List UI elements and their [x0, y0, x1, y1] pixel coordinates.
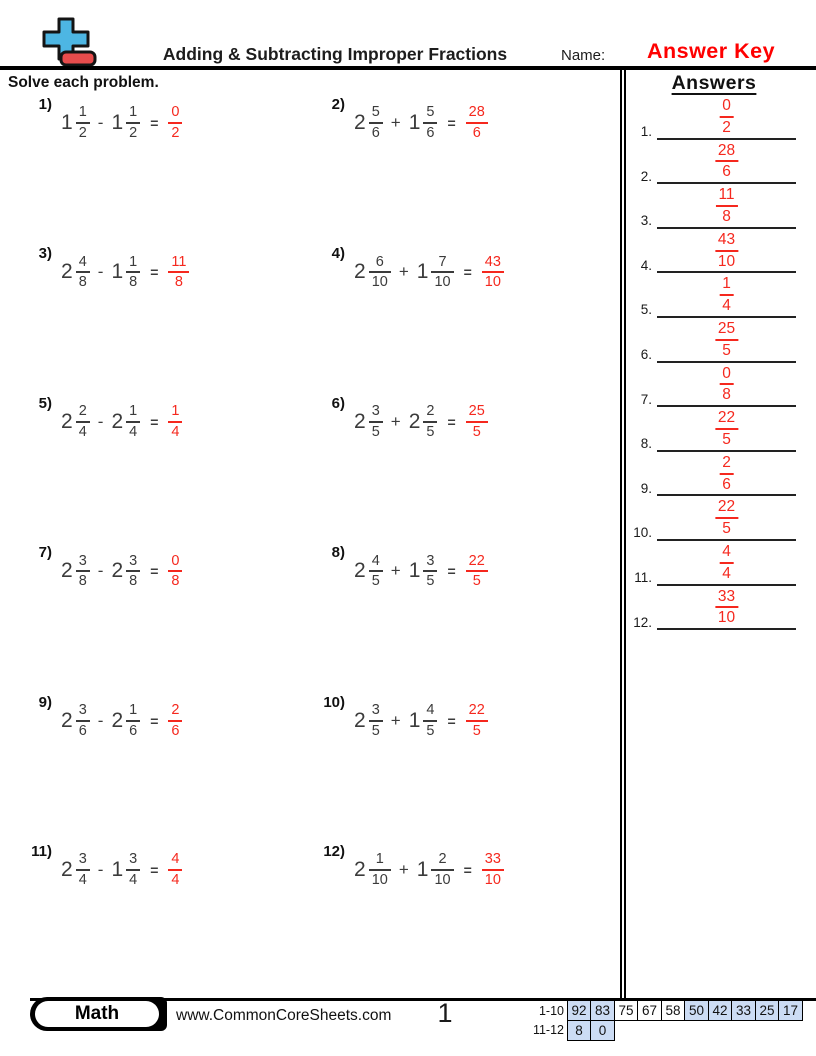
problem-number: 1): [38, 96, 52, 113]
fraction-1-numerator: 3: [369, 403, 383, 423]
answer-denominator: 8: [171, 573, 180, 590]
fraction-2-denominator: 5: [426, 573, 435, 590]
fraction-2-numerator: 7: [431, 254, 453, 274]
fraction-2-denominator: 6: [426, 125, 435, 141]
operator: -: [97, 561, 104, 581]
fraction-2-numerator: 2: [423, 403, 437, 423]
problem: [24, 396, 317, 448]
plus-minus-logo: [38, 16, 98, 68]
answer-fraction: [168, 851, 182, 888]
answer-blank-line: [657, 494, 796, 541]
problem-number: 8): [331, 544, 345, 562]
answer-row-number: 7.: [640, 391, 652, 407]
fraction-1-denominator: 5: [371, 573, 380, 590]
score-cell: 92: [567, 1000, 592, 1021]
fraction-2-denominator: 5: [426, 423, 435, 440]
score-cell: 33: [731, 1000, 756, 1021]
fraction-1-numerator: 3: [369, 702, 383, 722]
fraction-2-numerator: 3: [126, 851, 140, 871]
score-table: [522, 1000, 803, 1041]
fraction-2-numerator: 5: [423, 104, 437, 124]
fraction-1: [76, 104, 90, 141]
problem: [317, 545, 616, 597]
fraction-2-numerator: 3: [423, 553, 437, 573]
answer-row-number: 1.: [640, 124, 652, 140]
answer-key-numerator: 0: [719, 365, 734, 386]
website-text: www.CommonCoreSheets.com: [176, 1007, 392, 1024]
fraction-2-denominator: 8: [129, 573, 138, 590]
answer-key-denominator: 2: [722, 118, 731, 136]
answer-key-denominator: 5: [722, 520, 731, 538]
answer-key-numerator: 0: [719, 97, 734, 118]
answer-key-fraction: [715, 142, 738, 182]
answer-row-number: 3.: [640, 213, 652, 229]
fraction-2: [431, 254, 453, 291]
answer-denominator: 4: [171, 423, 180, 440]
answer-key-numerator: 43: [715, 231, 738, 252]
answer-numerator: 2: [168, 702, 182, 722]
fraction-1: [76, 702, 90, 739]
fraction-1-numerator: 3: [76, 851, 90, 871]
score-cell: 0: [590, 1020, 615, 1041]
whole-number-2: 1: [111, 111, 124, 134]
fraction-2: [126, 104, 140, 141]
answer-row: [630, 184, 796, 229]
fraction-1: [369, 702, 383, 739]
equals-sign: =: [463, 861, 472, 878]
whole-number-1: 2: [61, 708, 73, 732]
fraction-1-numerator: 1: [369, 851, 391, 871]
equals-sign: =: [150, 413, 159, 430]
fraction-2-numerator: 2: [431, 851, 453, 871]
problem: [24, 545, 317, 597]
whole-number-2: 2: [111, 409, 124, 433]
fraction-2: [431, 851, 453, 888]
fraction-1-denominator: 10: [371, 871, 388, 888]
score-cell: 75: [614, 1000, 639, 1021]
score-row-1: [522, 1000, 803, 1021]
fraction-1: [369, 403, 383, 440]
answer-numerator: 4: [168, 851, 182, 871]
answer-row-number: 5.: [640, 302, 652, 318]
answer-blank-line: [657, 450, 796, 497]
problem-number: 7): [38, 544, 52, 562]
fraction-1-numerator: 4: [76, 254, 90, 274]
answer-blank-line: [657, 584, 796, 631]
problems-grid: [24, 97, 616, 993]
answer-key-fraction: [715, 320, 738, 360]
fraction-2-denominator: 4: [129, 871, 138, 888]
fraction-2-denominator: 10: [434, 871, 451, 888]
answer-row: [630, 452, 796, 497]
answer-numerator: 22: [466, 553, 488, 573]
answer-key-fraction: [715, 231, 738, 271]
problem: [317, 396, 616, 448]
equals-sign: =: [150, 264, 159, 281]
answer-fraction: [466, 702, 488, 739]
answer-key-numerator: 28: [715, 142, 738, 163]
fraction-1-denominator: 5: [371, 722, 380, 739]
fraction-1-numerator: 4: [369, 553, 383, 573]
fraction-2: [423, 702, 437, 739]
answer-denominator: 8: [174, 274, 183, 291]
answer-numerator: 0: [168, 553, 182, 573]
operator: +: [390, 561, 401, 581]
whole-number-2: 1: [111, 260, 124, 284]
whole-number-1: 2: [61, 559, 73, 583]
fraction-2: [126, 851, 140, 888]
answers-column-divider: [620, 70, 626, 999]
whole-number-1: 2: [354, 857, 366, 881]
score-cell: 25: [755, 1000, 780, 1021]
operator: -: [97, 859, 104, 879]
equals-sign: =: [150, 563, 159, 580]
fraction-1-denominator: 6: [371, 125, 380, 141]
answer-row-number: 12.: [633, 614, 652, 630]
operator: -: [97, 411, 104, 431]
answer-blank-line: [657, 271, 796, 318]
answer-key-fraction: [719, 275, 734, 315]
answer-blank-line: [657, 316, 796, 363]
whole-number-2: 1: [408, 111, 421, 134]
name-label: Name:: [561, 47, 606, 64]
fraction-2-numerator: 3: [126, 553, 140, 573]
operator: -: [97, 710, 104, 730]
problem-number: 9): [38, 693, 52, 711]
problem: [317, 844, 616, 896]
problem: [24, 97, 317, 149]
answer-denominator: 10: [484, 274, 501, 291]
fraction-2: [423, 104, 437, 141]
fraction-1-denominator: 6: [78, 722, 87, 739]
fraction-1-numerator: 6: [369, 254, 391, 274]
subject-badge: [30, 997, 167, 1031]
answer-key-numerator: 33: [715, 588, 738, 609]
answer-row-number: 8.: [640, 436, 652, 452]
answers-heading: Answers: [671, 72, 757, 94]
answer-key-numerator: 1: [719, 275, 734, 296]
whole-number-1: 2: [354, 708, 366, 732]
fraction-2-denominator: 5: [426, 722, 435, 739]
subject-badge-label: Math: [35, 1001, 159, 1027]
answer-denominator: 6: [472, 125, 481, 141]
answer-row-number: 2.: [640, 168, 652, 184]
answer-fraction: [466, 553, 488, 590]
problem-number: 5): [38, 394, 52, 412]
fraction-2-denominator: 4: [129, 423, 138, 440]
whole-number-2: 2: [408, 409, 421, 433]
answer-row: [630, 95, 796, 140]
fraction-1-numerator: 3: [76, 553, 90, 573]
answer-blank-line: [657, 361, 796, 408]
fraction-2: [126, 702, 140, 739]
operator: +: [390, 710, 401, 730]
fraction-2: [126, 254, 140, 291]
equals-sign: =: [150, 115, 159, 131]
answer-denominator: 4: [171, 871, 180, 888]
instruction-text: Solve each problem.: [8, 74, 159, 91]
equals-sign: =: [447, 115, 456, 131]
whole-number-2: 1: [408, 708, 421, 732]
answer-key-text: Answer Key: [646, 39, 776, 63]
answer-blank-line: [657, 405, 796, 452]
fraction-1: [76, 553, 90, 590]
answer-row: [630, 496, 796, 541]
answer-key-numerator: 22: [715, 409, 738, 430]
operator: +: [390, 411, 401, 431]
fraction-2-denominator: 8: [129, 274, 138, 291]
problem: [24, 844, 317, 896]
answer-row: [630, 407, 796, 452]
answer-fraction: [168, 254, 189, 291]
answer-row: [630, 541, 796, 586]
answer-row: [630, 229, 796, 274]
fraction-2-numerator: 1: [126, 702, 140, 722]
answer-denominator: 5: [472, 573, 481, 590]
answer-row-number: 9.: [640, 480, 652, 496]
problem-number: 12): [323, 842, 345, 860]
fraction-1-numerator: 5: [369, 104, 383, 124]
whole-number-2: 1: [416, 260, 429, 284]
score-cell: 17: [778, 1000, 803, 1021]
fraction-1-numerator: 2: [76, 403, 90, 423]
answer-key-fraction: [719, 454, 734, 494]
fraction-1: [76, 254, 90, 291]
answers-list: [630, 95, 796, 630]
equals-sign: =: [447, 563, 456, 580]
answer-key-denominator: 6: [722, 163, 731, 181]
answer-blank-line: [657, 93, 796, 140]
answer-numerator: 28: [466, 104, 488, 124]
problem: [24, 246, 317, 298]
answer-key-denominator: 10: [717, 252, 736, 270]
answer-blank-line: [657, 227, 796, 274]
fraction-2-denominator: 10: [434, 274, 451, 291]
fraction-2: [423, 403, 437, 440]
fraction-1: [76, 403, 90, 440]
answer-key-denominator: 4: [722, 297, 731, 315]
answer-key-numerator: 2: [719, 454, 734, 475]
fraction-1: [369, 104, 383, 141]
fraction-1-denominator: 4: [78, 871, 87, 888]
answer-numerator: 22: [466, 702, 488, 722]
fraction-1-denominator: 2: [78, 125, 87, 141]
answer-fraction: [168, 104, 182, 141]
fraction-1: [369, 851, 391, 888]
problem-number: 11): [31, 842, 52, 860]
fraction-1-denominator: 5: [371, 423, 380, 440]
answer-row: [630, 586, 796, 631]
whole-number-1: 2: [354, 260, 366, 284]
whole-number-1: 2: [61, 409, 73, 433]
whole-number-1: 2: [354, 559, 366, 583]
fraction-2-numerator: 1: [126, 403, 140, 423]
whole-number-2: 2: [111, 708, 124, 732]
answer-key-fraction: [719, 365, 734, 405]
problem: [317, 246, 616, 298]
answer-key-fraction: [715, 186, 737, 226]
answer-denominator: 5: [472, 722, 481, 739]
answer-numerator: 0: [168, 104, 182, 124]
operator: -: [97, 113, 104, 132]
score-row-2: [522, 1020, 803, 1041]
answer-numerator: 11: [168, 254, 189, 274]
answer-row-number: 4.: [640, 257, 652, 273]
whole-number-2: 1: [416, 857, 429, 881]
fraction-1: [369, 553, 383, 590]
answer-row-number: 10.: [633, 525, 652, 541]
answer-key-denominator: 8: [722, 207, 731, 225]
fraction-1-numerator: 1: [76, 104, 90, 124]
answer-denominator: 10: [484, 871, 501, 888]
answer-numerator: 25: [466, 403, 488, 423]
page-number: 1: [437, 998, 453, 1028]
answer-numerator: 1: [168, 403, 182, 423]
fraction-1: [76, 851, 90, 888]
score-row-2-label: 11-12: [532, 1023, 564, 1037]
fraction-2: [126, 403, 140, 440]
problem: [317, 97, 616, 149]
whole-number-1: 2: [61, 857, 73, 881]
answer-key-fraction: [719, 97, 734, 137]
score-cell: 83: [590, 1000, 615, 1021]
answer-key-fraction: [715, 498, 738, 538]
equals-sign: =: [463, 264, 472, 281]
answer-key-numerator: 22: [715, 498, 738, 519]
problem-number: 10): [323, 693, 345, 711]
answer-row: [630, 318, 796, 363]
fraction-2-numerator: 1: [126, 104, 140, 124]
whole-number-1: 2: [354, 409, 366, 433]
answer-fraction: [168, 553, 182, 590]
header-divider: [0, 66, 816, 70]
answer-key-numerator: 11: [715, 186, 737, 207]
answer-fraction: [168, 403, 182, 440]
score-cell: 8: [567, 1020, 592, 1041]
answer-blank-line: [657, 182, 796, 229]
fraction-2-numerator: 1: [126, 254, 140, 274]
answer-row: [630, 363, 796, 408]
answer-denominator: 2: [171, 125, 180, 141]
answer-key-numerator: 25: [715, 320, 738, 341]
answer-row: [630, 140, 796, 185]
answer-key-denominator: 5: [722, 341, 731, 359]
answer-blank-line: [657, 539, 796, 586]
answer-key-numerator: 4: [719, 543, 734, 564]
operator: +: [398, 262, 409, 282]
problem: [317, 695, 616, 747]
whole-number-2: 1: [408, 559, 421, 583]
minus-icon: [61, 52, 95, 65]
score-cell: 58: [661, 1000, 686, 1021]
answer-key-fraction: [719, 543, 734, 583]
fraction-1-denominator: 10: [371, 274, 388, 291]
worksheet-title: Adding & Subtracting Improper Fractions: [162, 44, 508, 64]
fraction-2: [423, 553, 437, 590]
problem-number: 2): [331, 96, 345, 113]
answer-key-fraction: [715, 409, 738, 449]
answer-fraction: [466, 104, 488, 141]
answer-row-number: 11.: [634, 570, 652, 586]
fraction-2-denominator: 2: [129, 125, 138, 141]
answer-key-denominator: 4: [722, 564, 731, 582]
whole-number-2: 2: [111, 559, 124, 583]
operator: +: [390, 113, 401, 132]
score-row-1-label: 1-10: [538, 1003, 564, 1018]
answer-key-denominator: 5: [722, 430, 731, 448]
equals-sign: =: [447, 413, 456, 430]
answer-fraction: [482, 851, 504, 888]
answer-key-denominator: 10: [717, 609, 736, 627]
answer-denominator: 6: [171, 722, 180, 739]
answer-key-fraction: [715, 588, 738, 628]
whole-number-2: 1: [111, 857, 124, 881]
equals-sign: =: [447, 712, 456, 729]
fraction-2: [126, 553, 140, 590]
answer-numerator: 33: [482, 851, 504, 871]
whole-number-1: 1: [61, 111, 73, 134]
problem: [24, 695, 317, 747]
answer-row-number: 6.: [640, 347, 652, 363]
problem-number: 4): [331, 245, 345, 263]
fraction-2-numerator: 4: [423, 702, 437, 722]
operator: +: [398, 859, 409, 879]
score-cell: 67: [637, 1000, 662, 1021]
fraction-1-denominator: 8: [78, 274, 87, 291]
answer-denominator: 5: [472, 423, 481, 440]
answer-key-denominator: 6: [722, 475, 731, 493]
answer-row: [630, 273, 796, 318]
answer-fraction: [168, 702, 182, 739]
answer-blank-line: [657, 138, 796, 185]
score-cell: 50: [684, 1000, 709, 1021]
operator: -: [97, 262, 104, 282]
answer-numerator: 43: [482, 254, 504, 274]
fraction-1: [369, 254, 391, 291]
fraction-1-numerator: 3: [76, 702, 90, 722]
fraction-1-denominator: 8: [78, 573, 87, 590]
fraction-2-denominator: 6: [129, 722, 138, 739]
fraction-1-denominator: 4: [78, 423, 87, 440]
answer-fraction: [466, 403, 488, 440]
answer-key-denominator: 8: [722, 386, 731, 404]
answer-fraction: [482, 254, 504, 291]
equals-sign: =: [150, 861, 159, 878]
problem-number: 3): [38, 245, 52, 263]
whole-number-1: 2: [354, 111, 366, 134]
whole-number-1: 2: [61, 260, 73, 284]
equals-sign: =: [150, 712, 159, 729]
score-cell: 42: [708, 1000, 733, 1021]
problem-number: 6): [331, 394, 345, 412]
